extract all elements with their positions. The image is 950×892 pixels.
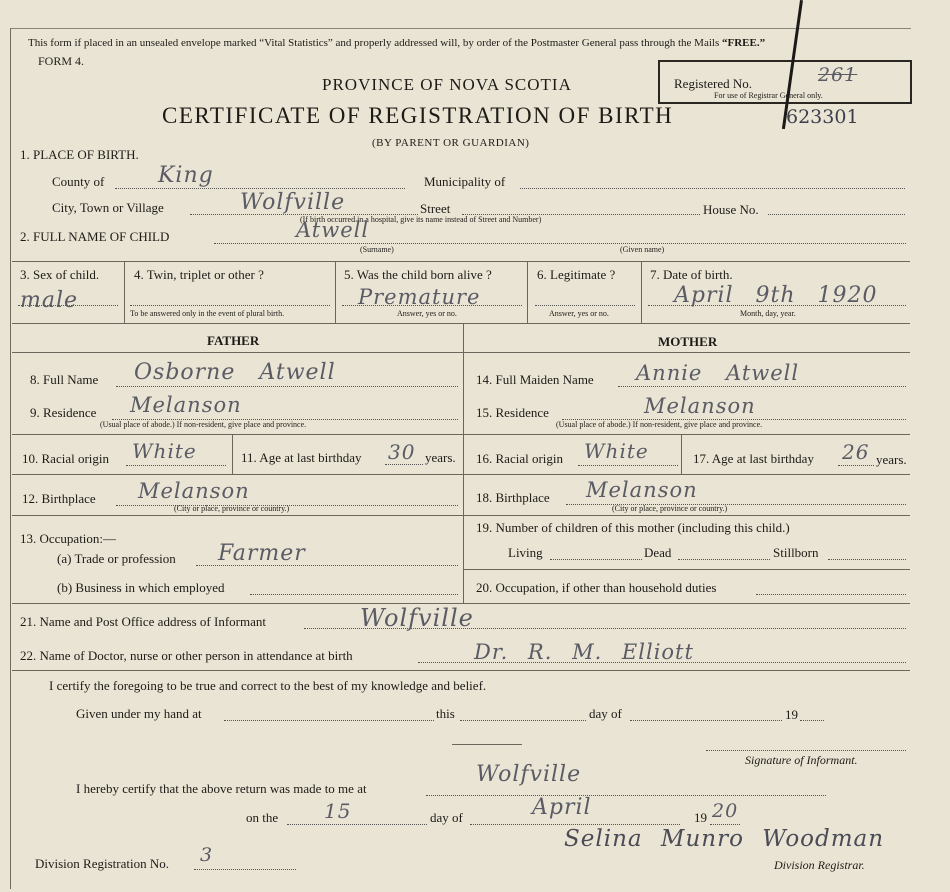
registrar-day-value: 15	[324, 799, 352, 823]
county-label: County of	[52, 174, 105, 189]
registrar-signature: Selina Munro Woodman	[564, 826, 885, 852]
born-alive-label: 5. Was the child born alive ?	[344, 267, 492, 282]
municipality-line	[520, 188, 905, 189]
father-residence-note: (Usual place of abode.) If non-resident, give place and province.	[100, 420, 307, 429]
row-divider	[12, 434, 910, 435]
born-alive-note: Answer, yes or no.	[397, 309, 457, 318]
registrar-day-of-label: day of	[430, 810, 463, 825]
mother-name-label: 14. Full Maiden Name	[476, 372, 594, 387]
registrar-day-line	[287, 824, 427, 825]
column-divider	[124, 261, 125, 323]
informant-value: Wolfville	[360, 604, 474, 632]
born-alive-line	[342, 305, 522, 306]
mother-years-label: years.	[876, 452, 907, 467]
registrar-month-line	[470, 824, 680, 825]
mother-age-label: 17. Age at last birthday	[693, 451, 814, 466]
parents-divider	[463, 323, 464, 603]
column-divider	[527, 261, 528, 323]
given-name-caption: (Given name)	[620, 245, 665, 254]
father-occupation-label: 13. Occupation:—	[20, 531, 117, 546]
dead-label: Dead	[644, 545, 672, 560]
stillborn-line	[828, 559, 906, 560]
street-label: Street	[420, 201, 451, 216]
county-value: King	[158, 163, 214, 188]
informant-year-prefix: 19	[785, 707, 798, 722]
mother-race-label: 16. Racial origin	[476, 451, 564, 466]
registrar-note: For use of Registrar General only.	[714, 91, 823, 100]
doctor-label: 22. Name of Doctor, nurse or other person in attendance at birth	[20, 648, 353, 663]
mother-name-value: Annie Atwell	[636, 361, 800, 385]
father-birthplace-value: Melanson	[138, 479, 250, 503]
registrar-year-suffix: 20	[712, 800, 739, 822]
column-divider	[641, 261, 642, 323]
registrar-place-line	[426, 795, 826, 796]
father-birthplace-note: (City or place, province or country.)	[174, 504, 290, 513]
mother-birthplace-value: Melanson	[586, 478, 698, 502]
living-line	[550, 559, 642, 560]
father-race-value: White	[132, 439, 197, 463]
row-divider	[463, 569, 910, 570]
father-residence-value: Melanson	[130, 393, 242, 417]
mother-residence-value: Melanson	[644, 394, 756, 418]
father-heading: FATHER	[207, 333, 260, 348]
registrar-year-prefix: 19	[694, 810, 707, 825]
children-count-label: 19. Number of children of this mother (including this child.)	[476, 520, 790, 535]
form-number: FORM 4.	[38, 54, 85, 68]
given-under-label: Given under my hand at	[76, 706, 202, 721]
legitimate-line	[535, 305, 635, 306]
registrar-month-value: April	[532, 795, 592, 820]
doctor-value: Dr. R. M. Elliott	[474, 640, 694, 664]
house-number-label: House No.	[703, 202, 759, 217]
legitimate-label: 6. Legitimate ?	[537, 267, 616, 282]
city-value: Wolfville	[240, 190, 346, 215]
mother-residence-note: (Usual place of abode.) If non-resident, give place and province.	[556, 420, 763, 429]
father-race-label: 10. Racial origin	[22, 451, 110, 466]
place-of-birth-label: 1. PLACE OF BIRTH.	[20, 147, 139, 162]
father-years-label: years.	[425, 450, 456, 465]
column-divider	[335, 261, 336, 323]
date-of-birth-label: 7. Date of birth.	[650, 267, 733, 282]
father-age-label: 11. Age at last birthday	[241, 450, 362, 465]
father-age-line	[385, 464, 423, 465]
house-number-line	[768, 214, 905, 215]
registered-value: 261	[818, 64, 858, 86]
informant-day-of-label: day of	[589, 706, 622, 721]
sex-label: 3. Sex of child.	[20, 267, 100, 282]
row-divider	[12, 323, 910, 324]
mother-heading: MOTHER	[658, 334, 718, 349]
father-age-value: 30	[388, 440, 416, 464]
municipality-label: Municipality of	[424, 174, 506, 189]
child-surname-value: Atwell	[296, 218, 370, 242]
child-name-line	[214, 243, 906, 244]
row-divider	[12, 352, 910, 353]
mother-name-line	[618, 386, 906, 387]
father-name-label: 8. Full Name	[30, 372, 99, 387]
trade-label: (a) Trade or profession	[57, 551, 176, 566]
surname-caption: (Surname)	[360, 245, 394, 254]
business-line	[250, 594, 458, 595]
trade-value: Farmer	[218, 541, 306, 566]
mother-birthplace-note: (City or place, province or country.)	[612, 504, 728, 513]
division-number-label: Division Registration No.	[35, 856, 169, 871]
registrar-year-line	[710, 824, 740, 825]
registrar-signature-caption: Division Registrar.	[774, 858, 865, 872]
given-month-line	[630, 720, 782, 721]
date-of-birth-value: April 9th 1920	[674, 283, 878, 308]
informant-signature-line	[706, 750, 906, 751]
mother-age-line	[838, 465, 874, 466]
twin-line	[130, 305, 330, 306]
certificate-number: 623301	[786, 106, 859, 128]
division-number-value: 3	[200, 844, 214, 866]
father-birthplace-label: 12. Birthplace	[22, 491, 96, 506]
father-name-line	[116, 386, 458, 387]
child-name-label: 2. FULL NAME OF CHILD	[20, 229, 170, 244]
mother-birthplace-label: 18. Birthplace	[476, 490, 550, 505]
city-label: City, Town or Village	[52, 200, 164, 215]
business-label: (b) Business in which employed	[57, 580, 225, 595]
column-divider	[232, 434, 233, 474]
hospital-note: (If birth occurred in a hospital, give its name instead of Street and Number)	[300, 215, 542, 224]
born-alive-value: Premature	[358, 285, 481, 309]
mother-race-value: White	[584, 439, 649, 463]
informant-certify-text: I certify the foregoing to be true and correct to the best of my knowledge and belief.	[49, 678, 487, 693]
father-race-line	[126, 465, 226, 466]
informant-label: 21. Name and Post Office address of Informant	[20, 614, 266, 629]
mother-race-line	[578, 465, 678, 466]
mother-age-value: 26	[842, 440, 870, 464]
mother-occupation-line	[756, 594, 906, 595]
page-subtitle: (BY PARENT OR GUARDIAN)	[372, 137, 530, 149]
registered-label: Registered No.	[674, 76, 752, 91]
registrar-certify-text: I hereby certify that the above return was made to me at	[76, 781, 367, 796]
given-at-line	[224, 720, 434, 721]
twin-label: 4. Twin, triplet or other ?	[134, 267, 264, 282]
living-label: Living	[508, 545, 543, 560]
legitimate-note: Answer, yes or no.	[549, 309, 609, 318]
sex-value: male	[20, 288, 79, 313]
twin-note: To be answered only in the event of plural birth.	[130, 309, 285, 318]
date-of-birth-line	[648, 305, 906, 306]
informant-signature-caption: Signature of Informant.	[745, 753, 858, 767]
mother-occupation-label: 20. Occupation, if other than household duties	[476, 580, 717, 595]
mother-residence-label: 15. Residence	[476, 405, 549, 420]
father-name-value: Osborne Atwell	[134, 360, 336, 385]
this-label: this	[436, 706, 455, 721]
row-divider	[12, 670, 910, 671]
short-divider	[452, 744, 522, 745]
stillborn-label: Stillborn	[773, 545, 819, 560]
division-number-line	[194, 869, 296, 870]
dead-line	[678, 559, 770, 560]
sex-line	[18, 305, 118, 306]
row-divider	[12, 474, 910, 475]
row-divider	[12, 261, 910, 262]
row-divider	[12, 515, 910, 516]
registration-number-box	[658, 60, 912, 104]
given-day-line	[460, 720, 586, 721]
father-residence-label: 9. Residence	[30, 405, 97, 420]
county-line	[115, 188, 405, 189]
on-the-label: on the	[246, 810, 279, 825]
province-heading: PROVINCE OF NOVA SCOTIA	[322, 75, 572, 94]
mail-free-label: “FREE.”	[721, 37, 766, 49]
mail-notice: This form if placed in an unsealed envelope marked “Vital Statistics” and properly addressed will, by order of the Postmaster General pass through the Mails “FREE.”	[28, 37, 766, 49]
date-of-birth-note: Month, day, year.	[740, 309, 796, 318]
column-divider	[681, 434, 682, 474]
given-year-line	[800, 720, 824, 721]
registrar-place-value: Wolfville	[476, 762, 582, 787]
page-title: CERTIFICATE OF REGISTRATION OF BIRTH	[162, 103, 674, 128]
